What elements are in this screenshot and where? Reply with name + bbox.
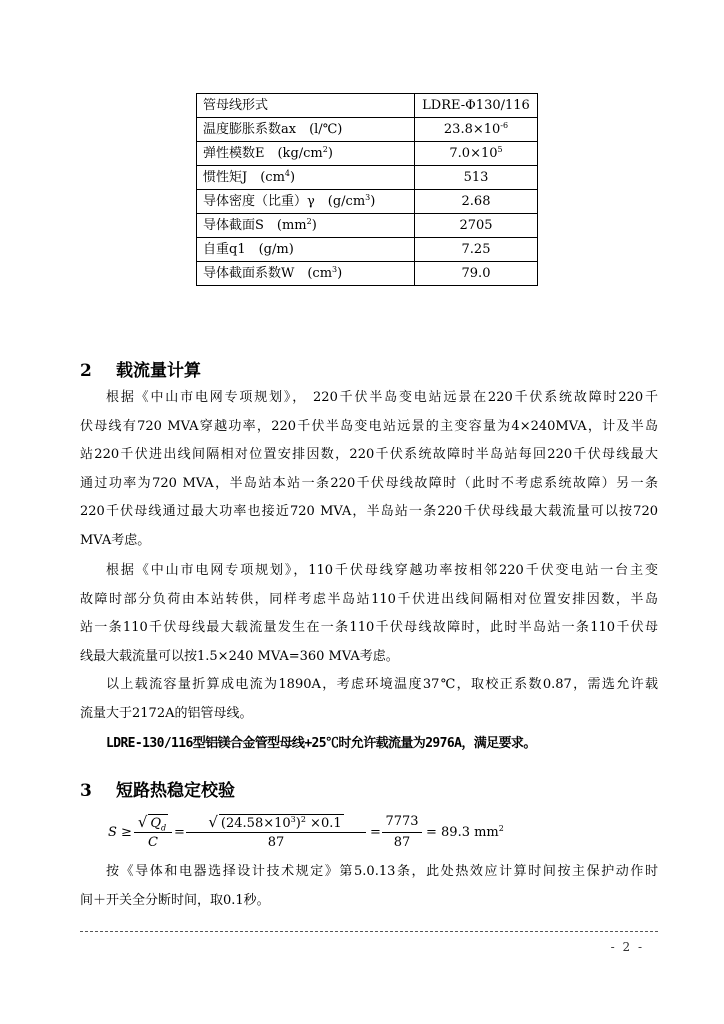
fraction-3-denominator: 87 bbox=[393, 835, 411, 850]
paragraph-2 bbox=[80, 557, 658, 671]
parameter-table bbox=[196, 93, 538, 286]
parameter-value: $7.0\times 10^5$ bbox=[415, 142, 538, 166]
table-row bbox=[197, 190, 538, 214]
table-row bbox=[197, 214, 538, 238]
section-2-heading bbox=[80, 356, 201, 381]
parameter-value: 7.25 bbox=[415, 238, 538, 262]
parameter-value: 79.0 bbox=[415, 262, 538, 286]
text-line: 按《导体和电器选择设计技术规定》第5.0.13条，此处热效应计算时间按主保护动作时 bbox=[106, 864, 658, 879]
table-row bbox=[197, 142, 538, 166]
text-line: 根据《中山市电网专项规划》， 220千伏半岛变电站远景在220千伏系统故障时220千 bbox=[106, 390, 658, 405]
equals-sign: = bbox=[174, 825, 185, 840]
section-number: 2 bbox=[80, 361, 92, 381]
fraction-1-denominator: C bbox=[148, 835, 158, 850]
table-row bbox=[197, 166, 538, 190]
table-row bbox=[197, 238, 538, 262]
paragraph-4 bbox=[80, 858, 658, 915]
parameter-value: LDRE-Φ130/116 bbox=[415, 94, 538, 118]
text-line: 通过功率为720 MVA，半岛站本站一条220千伏母线故障时（此时不考虑系统故障）另一条 bbox=[80, 475, 658, 491]
parameter-name: 导体密度（比重）γ $(g/cm^3)$ bbox=[197, 190, 415, 214]
footer-divider bbox=[80, 931, 658, 932]
text-line: 根据《中山市电网专项规划》，110千伏母线穿越功率按相邻220千伏变电站一台主变 bbox=[106, 563, 658, 578]
parameter-name: 导体截面系数W $(cm^3)$ bbox=[197, 262, 415, 286]
text-line: 220千伏母线通过最大功率也接近720 MVA，半岛站一条220千伏母线最大载流量可以按720 bbox=[80, 504, 658, 520]
text-line: 站一条110千伏母线最大载流量发生在一条110千伏母线故障时，此时半岛站一条110千伏母 bbox=[80, 620, 658, 636]
text-line: 故障时部分负荷由本站转供，同样考虑半岛站110千伏进出线间隔相对位置安排因数，半岛 bbox=[80, 591, 658, 607]
formula-result: = 89.3 $mm^2$ bbox=[426, 824, 504, 840]
section-title: 短路热稳定校验 bbox=[116, 781, 235, 801]
parameter-name: 弹性模数E $(kg/cm^2)$ bbox=[197, 142, 415, 166]
table-row bbox=[197, 94, 538, 118]
text-line: 伏母线有720 MVA穿越功率，220千伏半岛变电站远景的主变容量为4×240MVA，计及半岛 bbox=[80, 418, 658, 434]
formula-lhs: S ≥ bbox=[108, 825, 132, 840]
fraction-3-numerator: 7773 bbox=[385, 814, 419, 829]
paragraph-3 bbox=[80, 671, 658, 728]
equals-sign: = bbox=[370, 825, 381, 840]
parameter-name: 自重q1 (g/m) bbox=[197, 238, 415, 262]
fraction-2: √ $(24.58\times 10^3)^2 \times 0.1$ 87 bbox=[186, 813, 366, 852]
text-line: 间＋开关全分断时间，取0.1秒。 bbox=[80, 892, 270, 908]
fraction-2-denominator: 87 bbox=[267, 835, 285, 850]
paragraph-1 bbox=[80, 384, 658, 556]
section-title: 载流量计算 bbox=[116, 361, 201, 381]
parameter-value: 2705 bbox=[415, 214, 538, 238]
text-line: 站220千伏进出线间隔相对位置安排因数，220千伏系统故障时半岛站每回220千伏母线最大 bbox=[80, 447, 658, 463]
parameter-name: 温度膨胀系数ax (l/℃) bbox=[197, 118, 415, 142]
table-row bbox=[197, 118, 538, 142]
parameter-name: 管母线形式 bbox=[197, 94, 415, 118]
page-number: - 2 - bbox=[610, 940, 644, 954]
fraction-1: √ $Q_d$ C bbox=[134, 813, 172, 852]
parameter-value: $23.8\times 10^{-6}$ bbox=[415, 118, 538, 142]
text-line: 流量大于2172A的铝管母线。 bbox=[80, 705, 253, 721]
fraction-3 bbox=[382, 813, 422, 852]
section-number: 3 bbox=[80, 781, 92, 801]
parameter-value: 2.68 bbox=[415, 190, 538, 214]
section-3-heading bbox=[80, 776, 235, 801]
text-line: 以上载流容量折算成电流为1890A，考虑环境温度37℃，取校正系数0.87，需选允许载 bbox=[106, 677, 658, 692]
table-row bbox=[197, 262, 538, 286]
parameter-name: 惯性矩J $(cm^4)$ bbox=[197, 166, 415, 190]
text-line: MVA考虑。 bbox=[80, 532, 151, 548]
text-line: 线最大载流量可以按1.5×240 MVA=360 MVA考虑。 bbox=[80, 648, 399, 664]
thermal-stability-formula bbox=[104, 813, 504, 855]
parameter-value: 513 bbox=[415, 166, 538, 190]
conclusion-line: LDRE-130/116型铝镁合金管型母线+25℃时允许载流量为2976A，满足要求。 bbox=[106, 736, 536, 751]
parameter-name: 导体截面S $(mm^2)$ bbox=[197, 214, 415, 238]
